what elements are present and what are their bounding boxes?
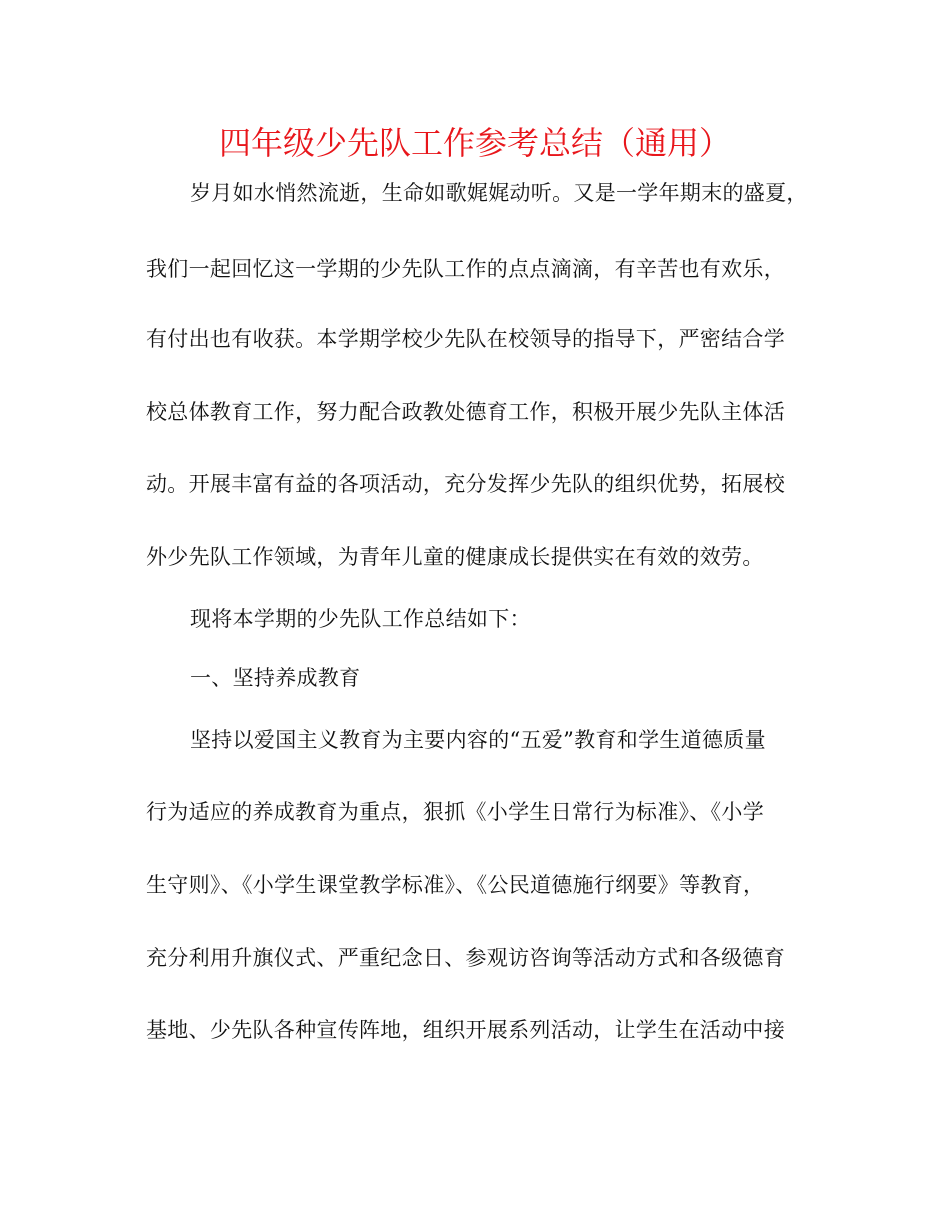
section-heading: 一、坚持养成教育 [190,666,361,690]
paragraph-line: 充分利用升旗仪式、严重纪念日、参观访咨询等活动方式和各级德育 [146,946,785,970]
paragraph-line: 我们一起回忆这一学期的少先队工作的点点滴滴，有辛苦也有欢乐， [146,257,785,281]
paragraph-line: 有付出也有收获。本学期学校少先队在校领导的指导下，严密结合学 [146,327,785,351]
paragraph-line: 基地、少先队各种宣传阵地，组织开展系列活动，让学生在活动中接 [146,1018,785,1042]
paragraph-line: 行为适应的养成教育为重点，狠抓《小学生日常行为标准》、《小学 [146,800,764,824]
paragraph-line: 坚持以爱国主义教育为主要内容的“五爱”教育和学生道德质量 [190,728,766,752]
document-title: 四年级少先队工作参考总结（通用） [218,124,731,162]
paragraph-line: 岁月如水悄然流逝，生命如歌娓娓动听。又是一学年期末的盛夏， [190,181,808,205]
paragraph-line: 动。开展丰富有益的各项活动，充分发挥少先队的组织优势，拓展校 [146,472,785,496]
paragraph-line: 校总体教育工作，努力配合政教处德育工作，积极开展少先队主体活 [146,400,785,424]
paragraph-line: 外少先队工作领域，为青年儿童的健康成长提供实在有效的效劳。 [146,545,764,569]
paragraph-line: 生守则》、《小学生课堂教学标准》、《公民道德施行纲要》等教育， [146,873,765,897]
paragraph-line: 现将本学期的少先队工作总结如下： [190,607,531,631]
